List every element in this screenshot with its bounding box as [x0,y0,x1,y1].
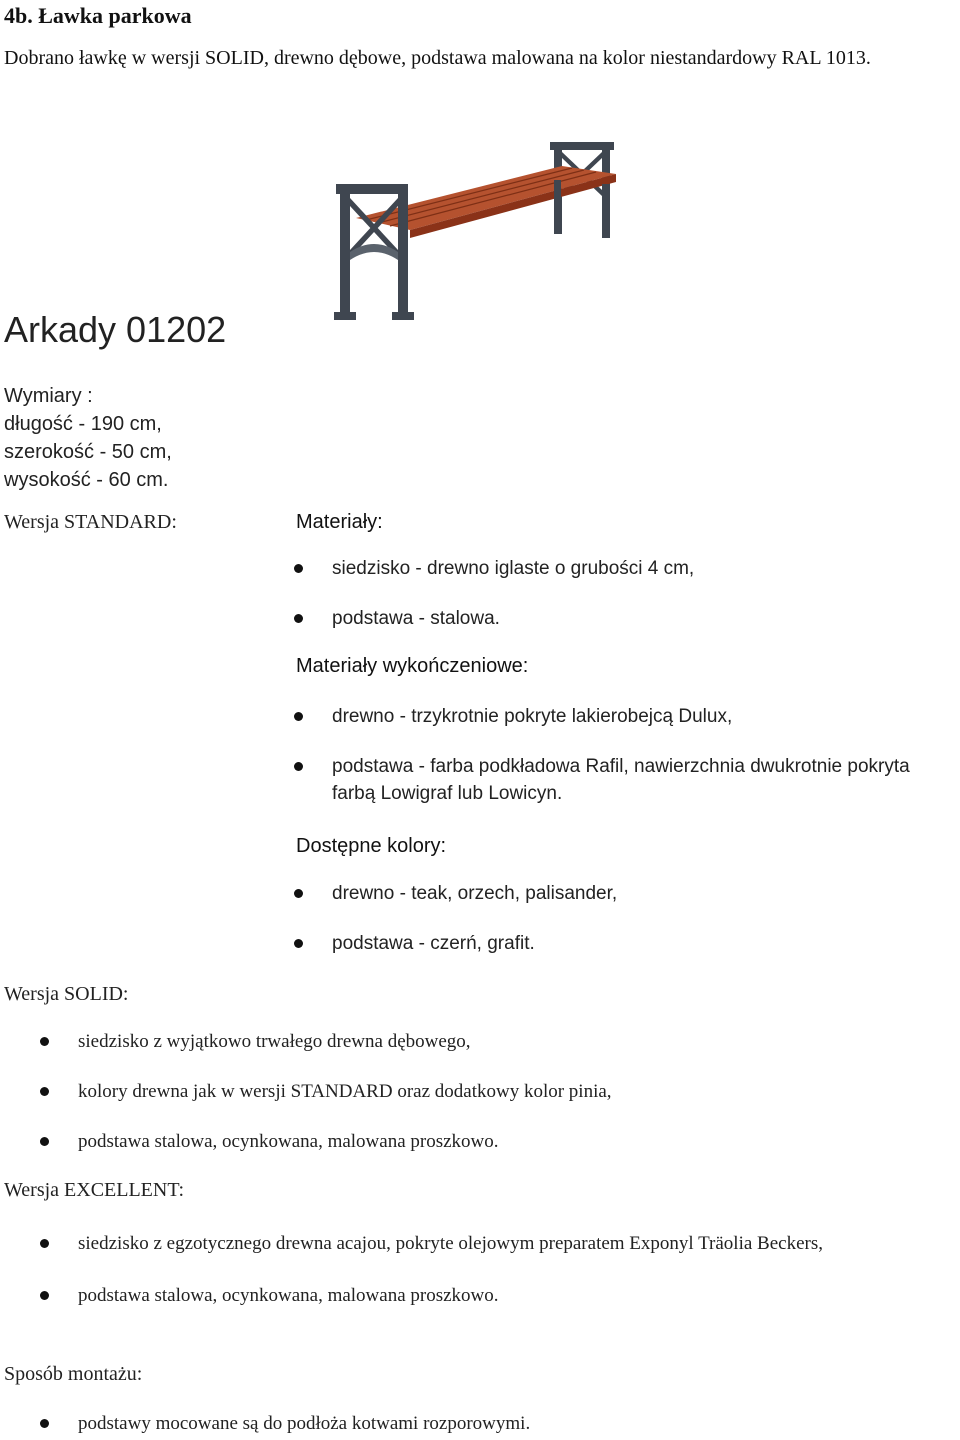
bullet-icon [40,1037,49,1046]
bullet-icon [40,1239,49,1248]
bullet-icon [294,564,303,573]
standard-version-label: Wersja STANDARD: [4,511,177,533]
materials-heading: Materiały: [296,511,383,533]
bench-svg [326,140,636,320]
list-item: podstawy mocowane są do podłoża kotwami rozporowymi. [78,1410,948,1437]
excellent-list [78,1230,954,1309]
list-item: siedzisko - drewno iglaste o grubości 4 cm, [332,555,952,582]
list-item: podstawa - czerń, grafit. [332,930,952,957]
list-item: drewno - teak, orzech, palisander, [332,880,952,907]
list-item: siedzisko z egzotycznego drewna acajou, pokryte olejowym preparatem Exponyl Träolia Beckers, [78,1230,954,1257]
bullet-icon [40,1419,49,1428]
mounting-label: Sposób montażu: [4,1363,143,1385]
intro-paragraph: Dobrano ławkę w wersji SOLID, drewno dębowe, podstawa malowana na kolor niestandardowy RAL 1013. [4,47,871,69]
mounting-list [78,1410,948,1437]
list-item: podstawa - stalowa. [332,605,952,632]
list-item: podstawa stalowa, ocynkowana, malowana proszkowo. [78,1282,954,1309]
excellent-version-label: Wersja EXCELLENT: [4,1179,185,1201]
dimension-height: wysokość - 60 cm. [4,469,169,491]
bullet-icon [40,1291,49,1300]
dimension-width: szerokość - 50 cm, [4,441,172,463]
list-item: podstawa - farba podkładowa Rafil, nawierzchnia dwukrotnie pokryta farbą Lowigraf lub Lowicyn. [332,753,952,807]
solid-list [78,1028,948,1155]
dimension-length: długość - 190 cm, [4,413,162,435]
dimensions-block [4,382,172,494]
list-item: drewno - trzykrotnie pokryte lakierobejcą Dulux, [332,703,952,730]
bullet-icon [294,889,303,898]
section-title: 4b. Ławka parkowa [4,3,192,28]
finishing-list [332,703,952,807]
product-name: Arkady 01202 [4,309,227,350]
bullet-icon [294,939,303,948]
bullet-icon [294,762,303,771]
colors-list [332,880,952,957]
park-bench-image [326,140,636,320]
finishing-heading: Materiały wykończeniowe: [296,655,529,677]
bullet-icon [294,614,303,623]
list-item: kolory drewna jak w wersji STANDARD oraz dodatkowy kolor pinia, [78,1078,948,1105]
bullet-icon [40,1137,49,1146]
bullet-icon [40,1087,49,1096]
materials-list [332,555,952,632]
list-item: siedzisko z wyjątkowo trwałego drewna dębowego, [78,1028,948,1055]
bullet-icon [294,712,303,721]
available-colors-heading: Dostępne kolory: [296,835,447,857]
dimensions-heading: Wymiary : [4,385,93,407]
bench-left-frame [334,184,414,320]
list-item: podstawa stalowa, ocynkowana, malowana proszkowo. [78,1128,948,1155]
solid-version-label: Wersja SOLID: [4,983,129,1005]
